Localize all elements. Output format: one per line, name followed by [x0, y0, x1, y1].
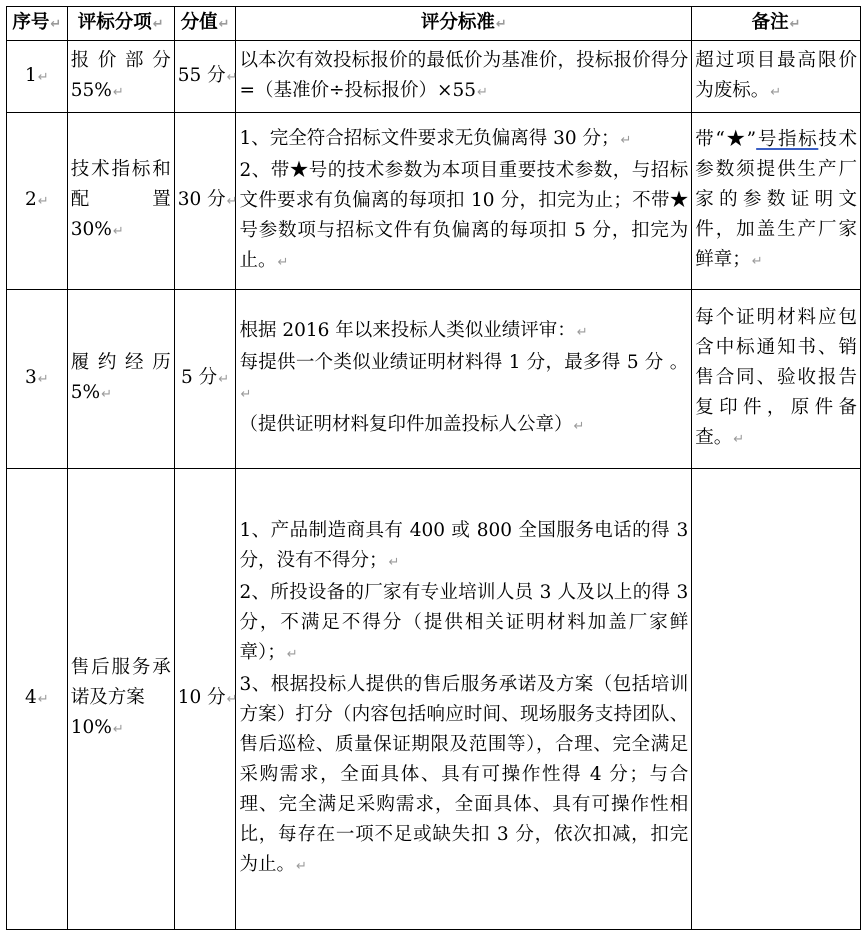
- paragraph-mark-icon: ↵: [751, 254, 763, 269]
- paragraph-mark-icon: ↵: [295, 859, 307, 874]
- scoring-table: [6, 6, 861, 930]
- paragraph-mark-icon: ↵: [152, 16, 164, 32]
- standard-paragraph: 2、带★号的技术参数为本项目重要技术参数，与招标文件要求有负偏离的每项扣 10 分，扣完为止；不带★号参数项与招标文件有负偏离的每项扣 5 分，扣完为止。↵: [239, 160, 689, 271]
- standard-paragraph: 每提供一个类似业绩证明材料得 1 分，最多得 5 分 。↵: [239, 352, 689, 402]
- row-number: 2↵: [7, 113, 68, 290]
- paragraph-mark-icon: ↵: [112, 224, 124, 239]
- table-row: [7, 469, 861, 930]
- paragraph-mark-icon: ↵: [226, 692, 238, 707]
- paragraph-mark-icon: ↵: [277, 255, 289, 270]
- standard-paragraph: （提供证明材料复印件加盖投标人公章）↵: [239, 414, 585, 435]
- item-percent: 5%↵: [70, 382, 112, 403]
- score-cell: 30 分↵: [174, 113, 236, 290]
- paragraph-mark-icon: ↵: [218, 16, 230, 32]
- paragraph-mark-icon: ↵: [112, 722, 124, 737]
- standard-cell: [236, 469, 692, 930]
- item-percent: 30%↵: [70, 219, 124, 240]
- underlined-text: 号指标: [756, 129, 819, 150]
- item-cell: [67, 41, 174, 113]
- header-note: 备注↵: [692, 7, 861, 41]
- standard-cell: [236, 113, 692, 290]
- header-score: 分值↵: [174, 7, 236, 41]
- score-cell: 5 分↵: [174, 290, 236, 469]
- header-row: [7, 7, 861, 41]
- item-name: 报价部分: [70, 49, 171, 71]
- row-number: 3↵: [7, 290, 68, 469]
- header-no: 序号↵: [7, 7, 68, 41]
- standard-paragraph: 2、所投设备的厂家有专业培训人员 3 人及以上的得 3 分，不满足不得分（提供相关证明材料加盖厂家鲜章）；↵: [239, 582, 689, 663]
- note-cell: [692, 469, 861, 930]
- paragraph-mark-icon: ↵: [50, 16, 62, 32]
- score-cell: 10 分↵: [174, 469, 236, 930]
- paragraph-mark-icon: ↵: [218, 372, 230, 387]
- standard-paragraph: 3、根据投标人提供的售后服务承诺及方案（包括培训方案）打分（内容包括响应时间、现场服务支持团队、售后巡检、质量保证期限及范围等），合理、完全满足采购需求，全面具体、具有可操作性得 4 分；与合理、完全满足采购需求，全面具体、具有可操作性相比，每存在一项不足或缺失扣 3 分，依次扣减，扣完为止。↵: [239, 674, 689, 875]
- item-name: 售后服务承诺及方案: [70, 657, 171, 708]
- item-name: 技术指标和配置: [70, 159, 171, 210]
- note-cell: 超过项目最高限价为废标。↵: [692, 41, 861, 113]
- paragraph-mark-icon: ↵: [112, 84, 124, 100]
- paragraph-mark-icon: ↵: [770, 84, 782, 100]
- row-number: 1↵: [7, 41, 68, 113]
- row-number: 4↵: [7, 469, 68, 930]
- standard-paragraph: 根据 2016 年以来投标人类似业绩评审：↵: [239, 320, 588, 341]
- paragraph-mark-icon: ↵: [573, 419, 585, 434]
- item-percent: 10%↵: [70, 717, 124, 738]
- standard-paragraph: 以本次有效投标报价的最低价为基准价，投标报价得分=（基准价÷投标报价）×55↵: [239, 49, 689, 101]
- paragraph-mark-icon: ↵: [733, 432, 745, 447]
- paragraph-mark-icon: ↵: [226, 69, 238, 85]
- header-standard: 评分标准↵: [236, 7, 692, 41]
- item-cell: [67, 469, 174, 930]
- paragraph-mark-icon: ↵: [576, 325, 588, 340]
- table-row: [7, 290, 861, 469]
- item-percent: 55%↵: [70, 79, 124, 101]
- standard-paragraph: 1、完全符合招标文件要求无负偏离得 30 分；↵: [239, 128, 632, 149]
- paragraph-mark-icon: ↵: [286, 647, 298, 662]
- paragraph-mark-icon: ↵: [226, 194, 238, 209]
- standard-cell: [236, 290, 692, 469]
- paragraph-mark-icon: ↵: [37, 69, 49, 85]
- paragraph-mark-icon: ↵: [37, 692, 49, 707]
- item-name: 履约经历: [70, 352, 171, 373]
- table-row: [7, 41, 861, 113]
- item-cell: [67, 290, 174, 469]
- paragraph-mark-icon: ↵: [620, 133, 632, 148]
- paragraph-mark-icon: ↵: [37, 194, 49, 209]
- note-cell: 带“★”号指标技术参数须提供生产厂家的参数证明文件，加盖生产厂家鲜章；↵: [692, 113, 861, 290]
- paragraph-mark-icon: ↵: [37, 372, 49, 387]
- note-cell: 每个证明材料应包含中标通知书、销售合同、验收报告复印件，原件备查。↵: [692, 290, 861, 469]
- score-cell: 55 分↵: [174, 41, 236, 113]
- paragraph-mark-icon: ↵: [476, 84, 488, 100]
- item-cell: [67, 113, 174, 290]
- header-item: 评标分项↵: [67, 7, 174, 41]
- paragraph-mark-icon: ↵: [101, 387, 112, 402]
- paragraph-mark-icon: ↵: [495, 16, 507, 32]
- paragraph-mark-icon: ↵: [388, 555, 400, 570]
- standard-cell: [236, 41, 692, 113]
- standard-paragraph: 1、产品制造商具有 400 或 800 全国服务电话的得 3 分，没有不得分；↵: [239, 520, 689, 571]
- paragraph-mark-icon: ↵: [789, 16, 801, 32]
- table-row: [7, 113, 861, 290]
- paragraph-mark-icon: ↵: [240, 387, 252, 402]
